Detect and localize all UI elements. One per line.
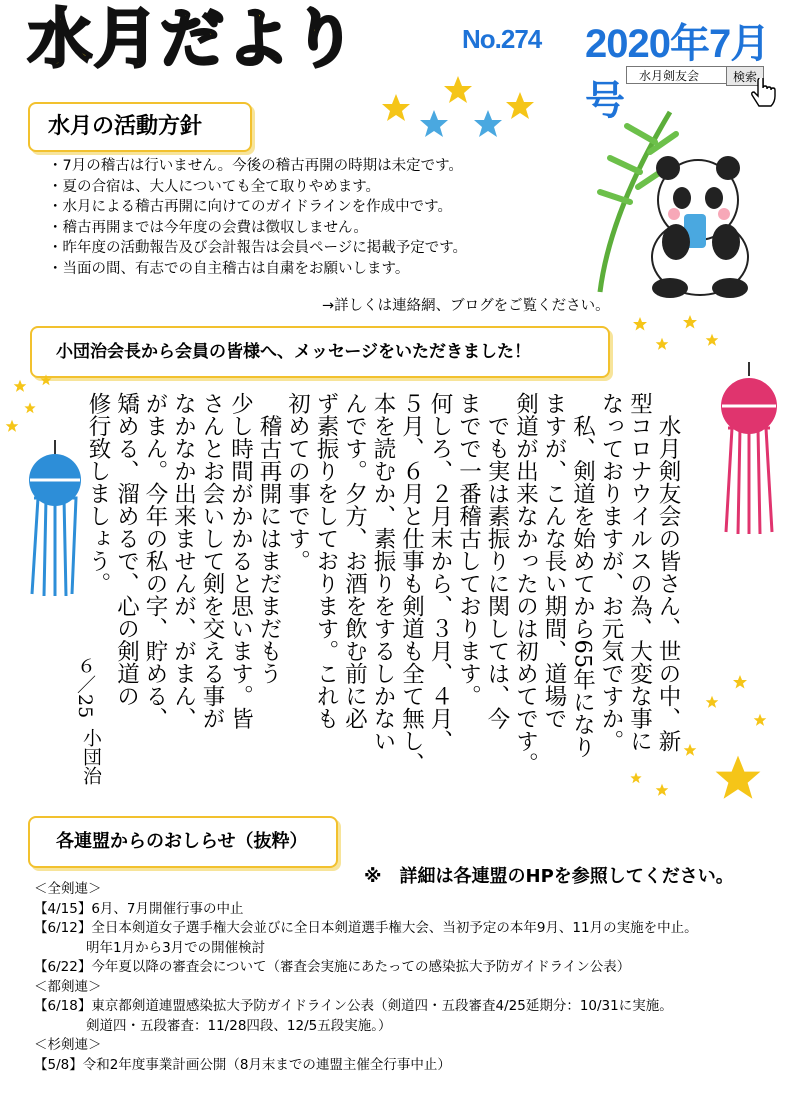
blue-ornament-icon: [20, 440, 90, 600]
message-signature: 小団治: [80, 728, 102, 785]
federation-news-list: [34, 880, 698, 1075]
message-heading: 小団治会長から会員の皆様へ、メッセージをいただきました！: [30, 326, 610, 378]
pink-ornament-icon: [714, 362, 784, 542]
list-item: 【5/8】令和2年度事業計画公開（8月末までの連盟主催全行事中止）: [34, 1056, 451, 1073]
panda-bamboo-icon: [580, 92, 760, 302]
list-item: 【6/12】全日本剣道女子選手権大会並びに全日本剣道選手権大会、当初予定の本年9月、11月の実施を中止。: [34, 920, 698, 936]
issue-date: 2020年7月号: [585, 22, 770, 123]
list-item: ・稽古再開までは今年度の会費は徴収しません。: [48, 219, 368, 236]
list-item: ・夏の合宿は、大人についても全て取りやめます。: [48, 178, 381, 195]
federation-note: ※ 詳細は各連盟のHPを参照してください。: [364, 866, 734, 887]
list-item: ・当面の間、有志での自主稽古は自粛をお願いします。: [48, 260, 410, 277]
message-date: ６／25: [74, 656, 96, 719]
list-item: ・昨年度の活動報告及び会計報告は会員ページに掲載予定です。: [48, 240, 468, 256]
newsletter-title: 水月だより: [28, 3, 358, 77]
list-item: ・水月による稽古再開に向けてのガイドラインを作成中です。: [48, 199, 452, 215]
list-item: 剣道四・五段審査：11/28四段、12/5五段実施。）: [86, 1017, 392, 1034]
activity-policy-heading: 水月の活動方針: [28, 102, 252, 152]
chairman-message: 水月剣友会の皆さん、世の中、新 型コロナウイルスの為、大変な事に なっておりますが、お元気ですか。 私、剣道を始めてから65年になり ますが、こんな長い期間、道場で 剣道が出来なかったのは初めてです。 でも実は素振りに関しては、今 までで一番稽古しております。 何しろ、２月末から、３月、４月、 ５月、６月と仕事も剣道も全て無し、 本を読むか、素振りをするしかない んです。夕方、お酒を飲む前に必 ず素振りをしております。これも 初めての事です。 稽古再開にはまだまだもう 少し時間がかかると思います。皆 さんとお会いして剣を交える事が なかなか出来ませんが、がまん、 がまん。今年の私の字、貯める、 矯める、溜めるで、心の剣道の 修行致しましょう。: [85, 392, 681, 775]
list-item: 【6/18】東京都剣道連盟感染拡大予防ガイドライン公表（剣道四・五段審査4/25延期分：10/31に実施。: [34, 998, 673, 1014]
activity-policy-list: [48, 156, 467, 279]
list-item: ＜杉剣連＞: [34, 1037, 102, 1053]
list-item: ・7月の稽古は行いません。今後の稽古再開の時期は未定です。: [48, 158, 463, 174]
search-input[interactable]: 水月剣友会: [626, 66, 728, 84]
federation-news-heading: 各連盟からのおしらせ（抜粋）: [28, 816, 338, 868]
list-item: 明年1月から3月での開催検討: [86, 939, 266, 956]
stars-decoration-icon: [372, 70, 552, 150]
list-item: ＜都剣連＞: [34, 978, 102, 995]
list-item: ＜全剣連＞: [34, 881, 102, 897]
issue-number: No.274: [462, 24, 542, 54]
search-button[interactable]: 検索: [726, 66, 764, 86]
list-item: 【6/22】今年夏以降の審査会について（審査会実施にあたっての感染拡大予防ガイドライン公表）: [34, 959, 631, 975]
policy-note: →詳しくは連絡網、ブログをご覧ください。: [322, 298, 610, 314]
list-item: 【4/15】6月、7月開催行事の中止: [34, 900, 244, 917]
